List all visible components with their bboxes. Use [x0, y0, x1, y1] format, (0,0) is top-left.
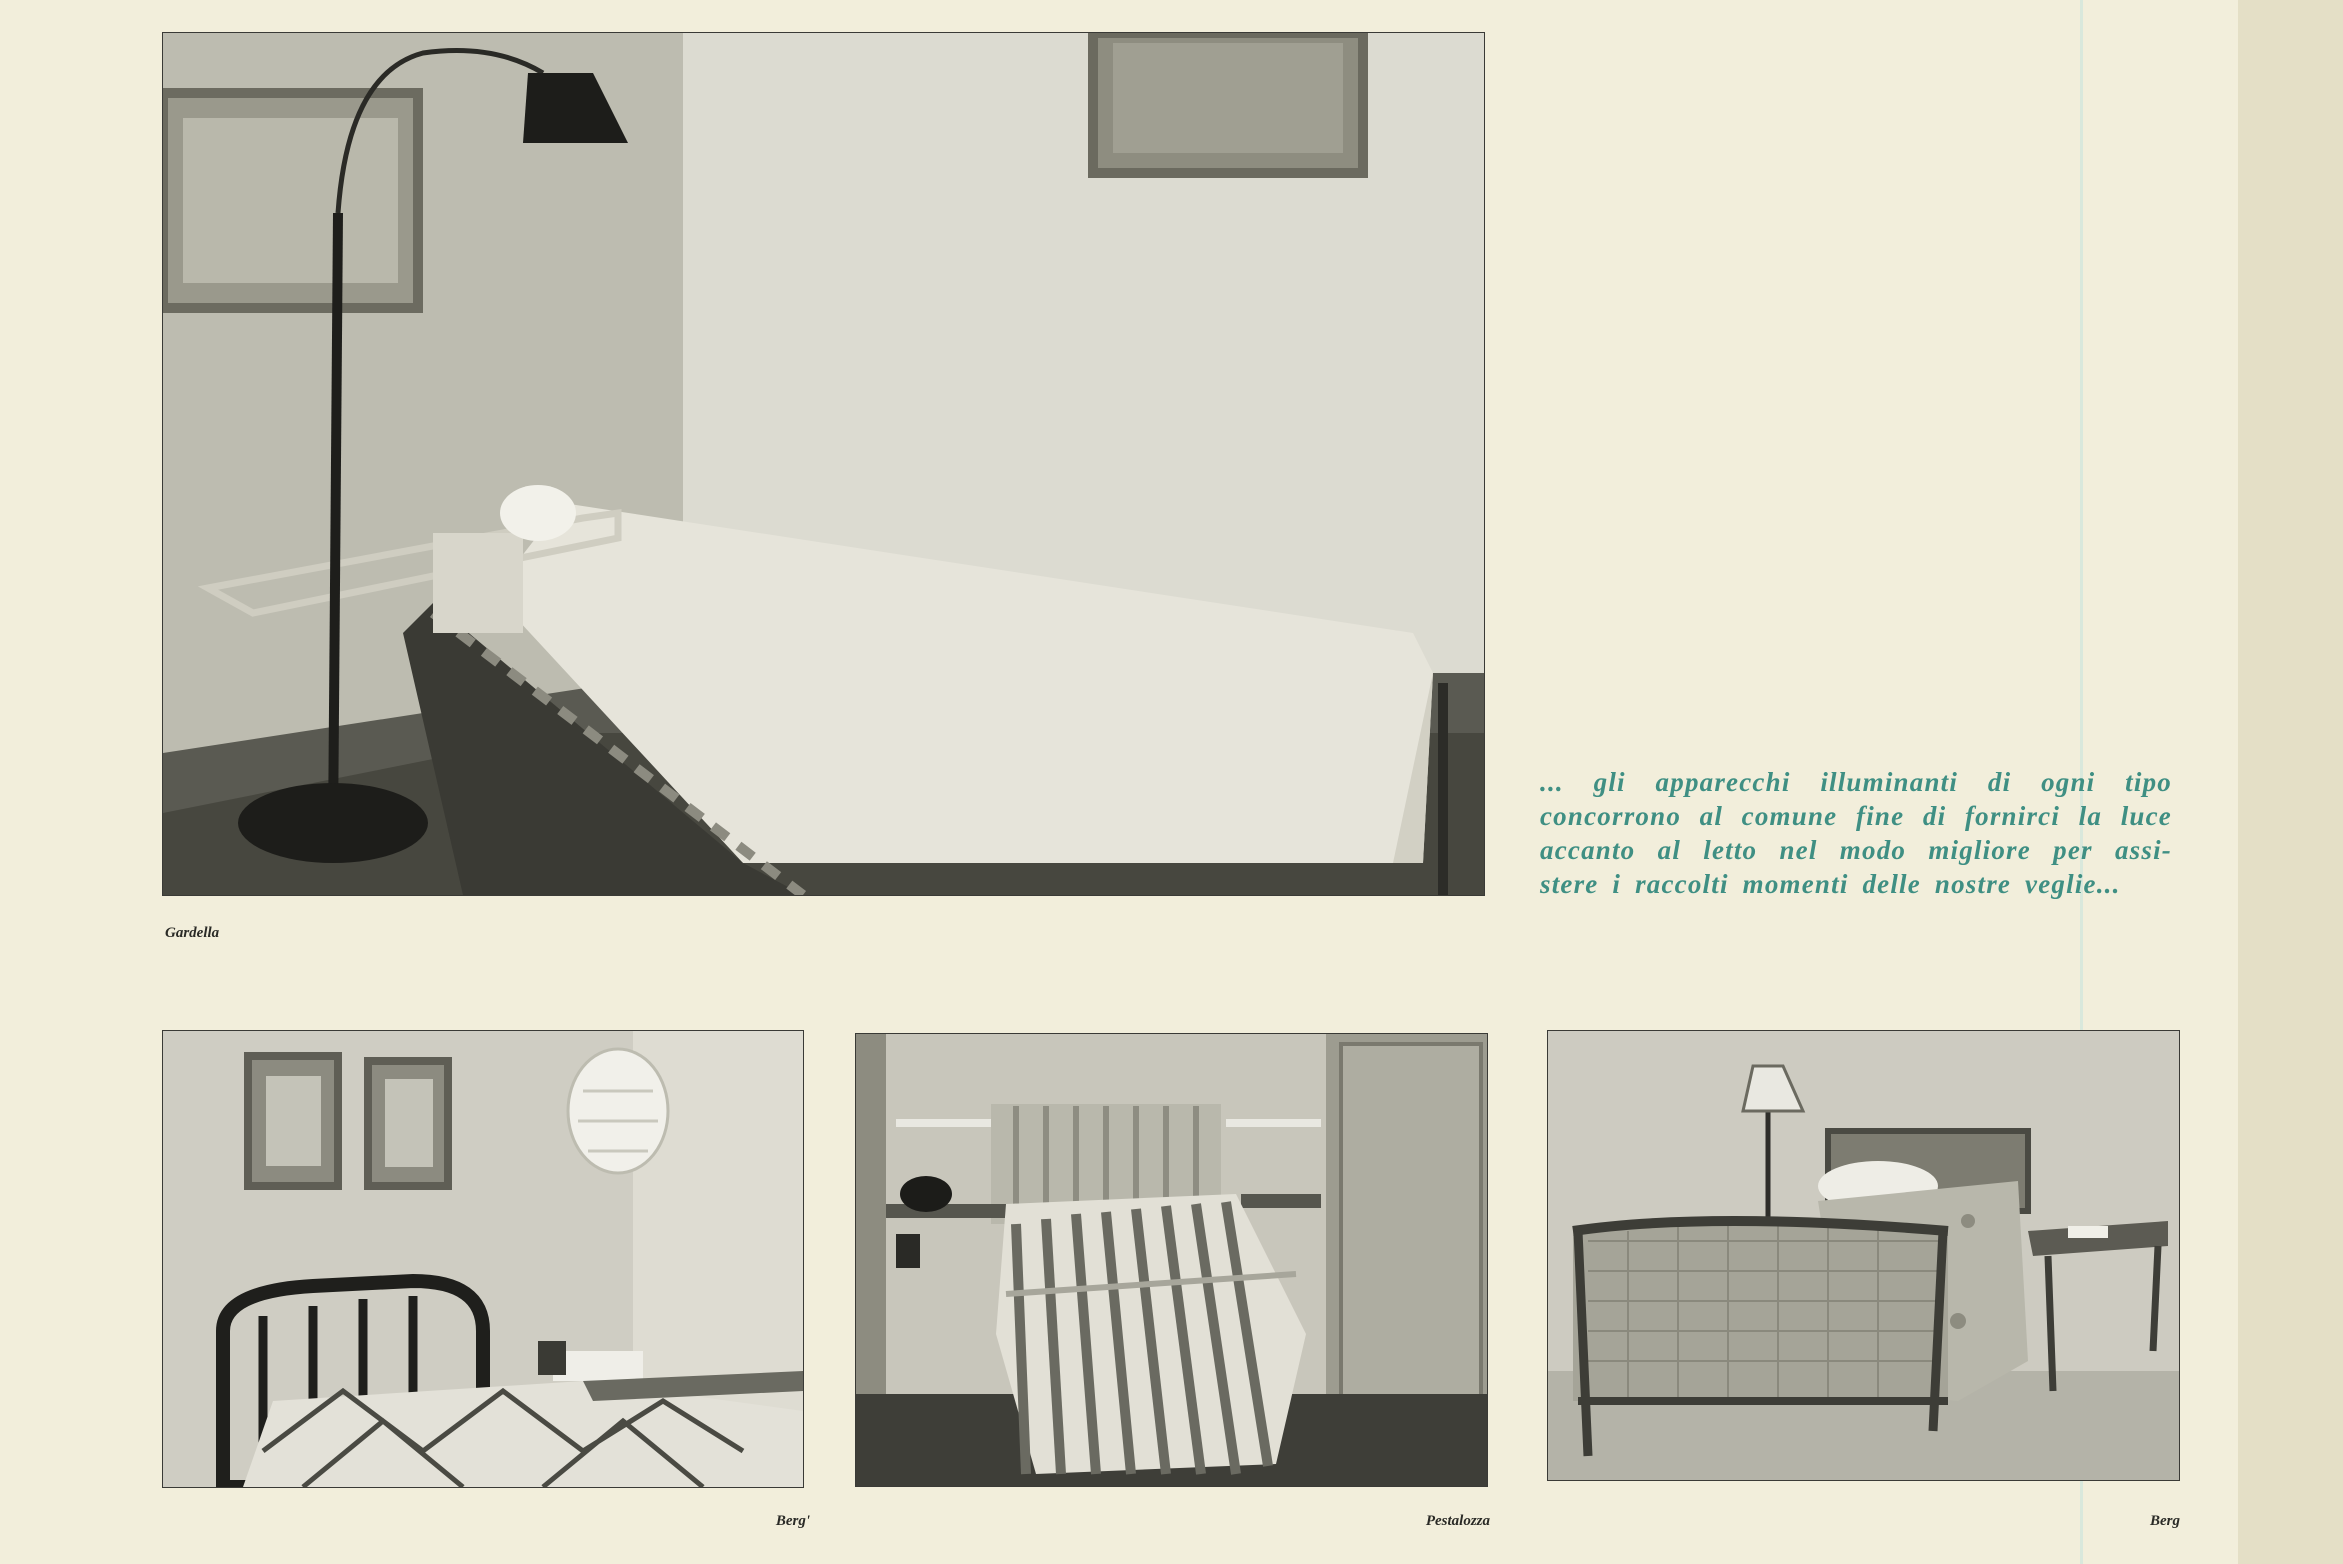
intro-paragraph: ... gli apparecchi illuminanti di ogni tipo concorrono al comune fine di fornirci la luce accanto al letto nel modo migliore per assi- stere i raccolti momenti delle nostre veglie...: [1540, 767, 2172, 899]
photo-berg-bedroom-lantern: [162, 1030, 804, 1488]
photo-pestalozza-bedroom: [855, 1033, 1488, 1487]
caption-pestalozza: Pestalozza: [1425, 1513, 1490, 1529]
caption-berg-1: Berg': [775, 1513, 810, 1529]
photo-gardella-bedroom: [162, 32, 1485, 896]
photo-berg-cane-image: [1548, 1031, 2179, 1480]
caption-gardella: Gardella: [165, 925, 220, 941]
photo-berg-lantern-image: [163, 1031, 803, 1487]
photo-pestalozza-image: [856, 1034, 1487, 1486]
photo-berg-bedroom-cane: [1547, 1030, 2180, 1481]
page-edge: [2238, 0, 2343, 1564]
caption-berg-2: Berg: [2150, 1513, 2180, 1529]
photo-gardella-image: [163, 33, 1484, 895]
